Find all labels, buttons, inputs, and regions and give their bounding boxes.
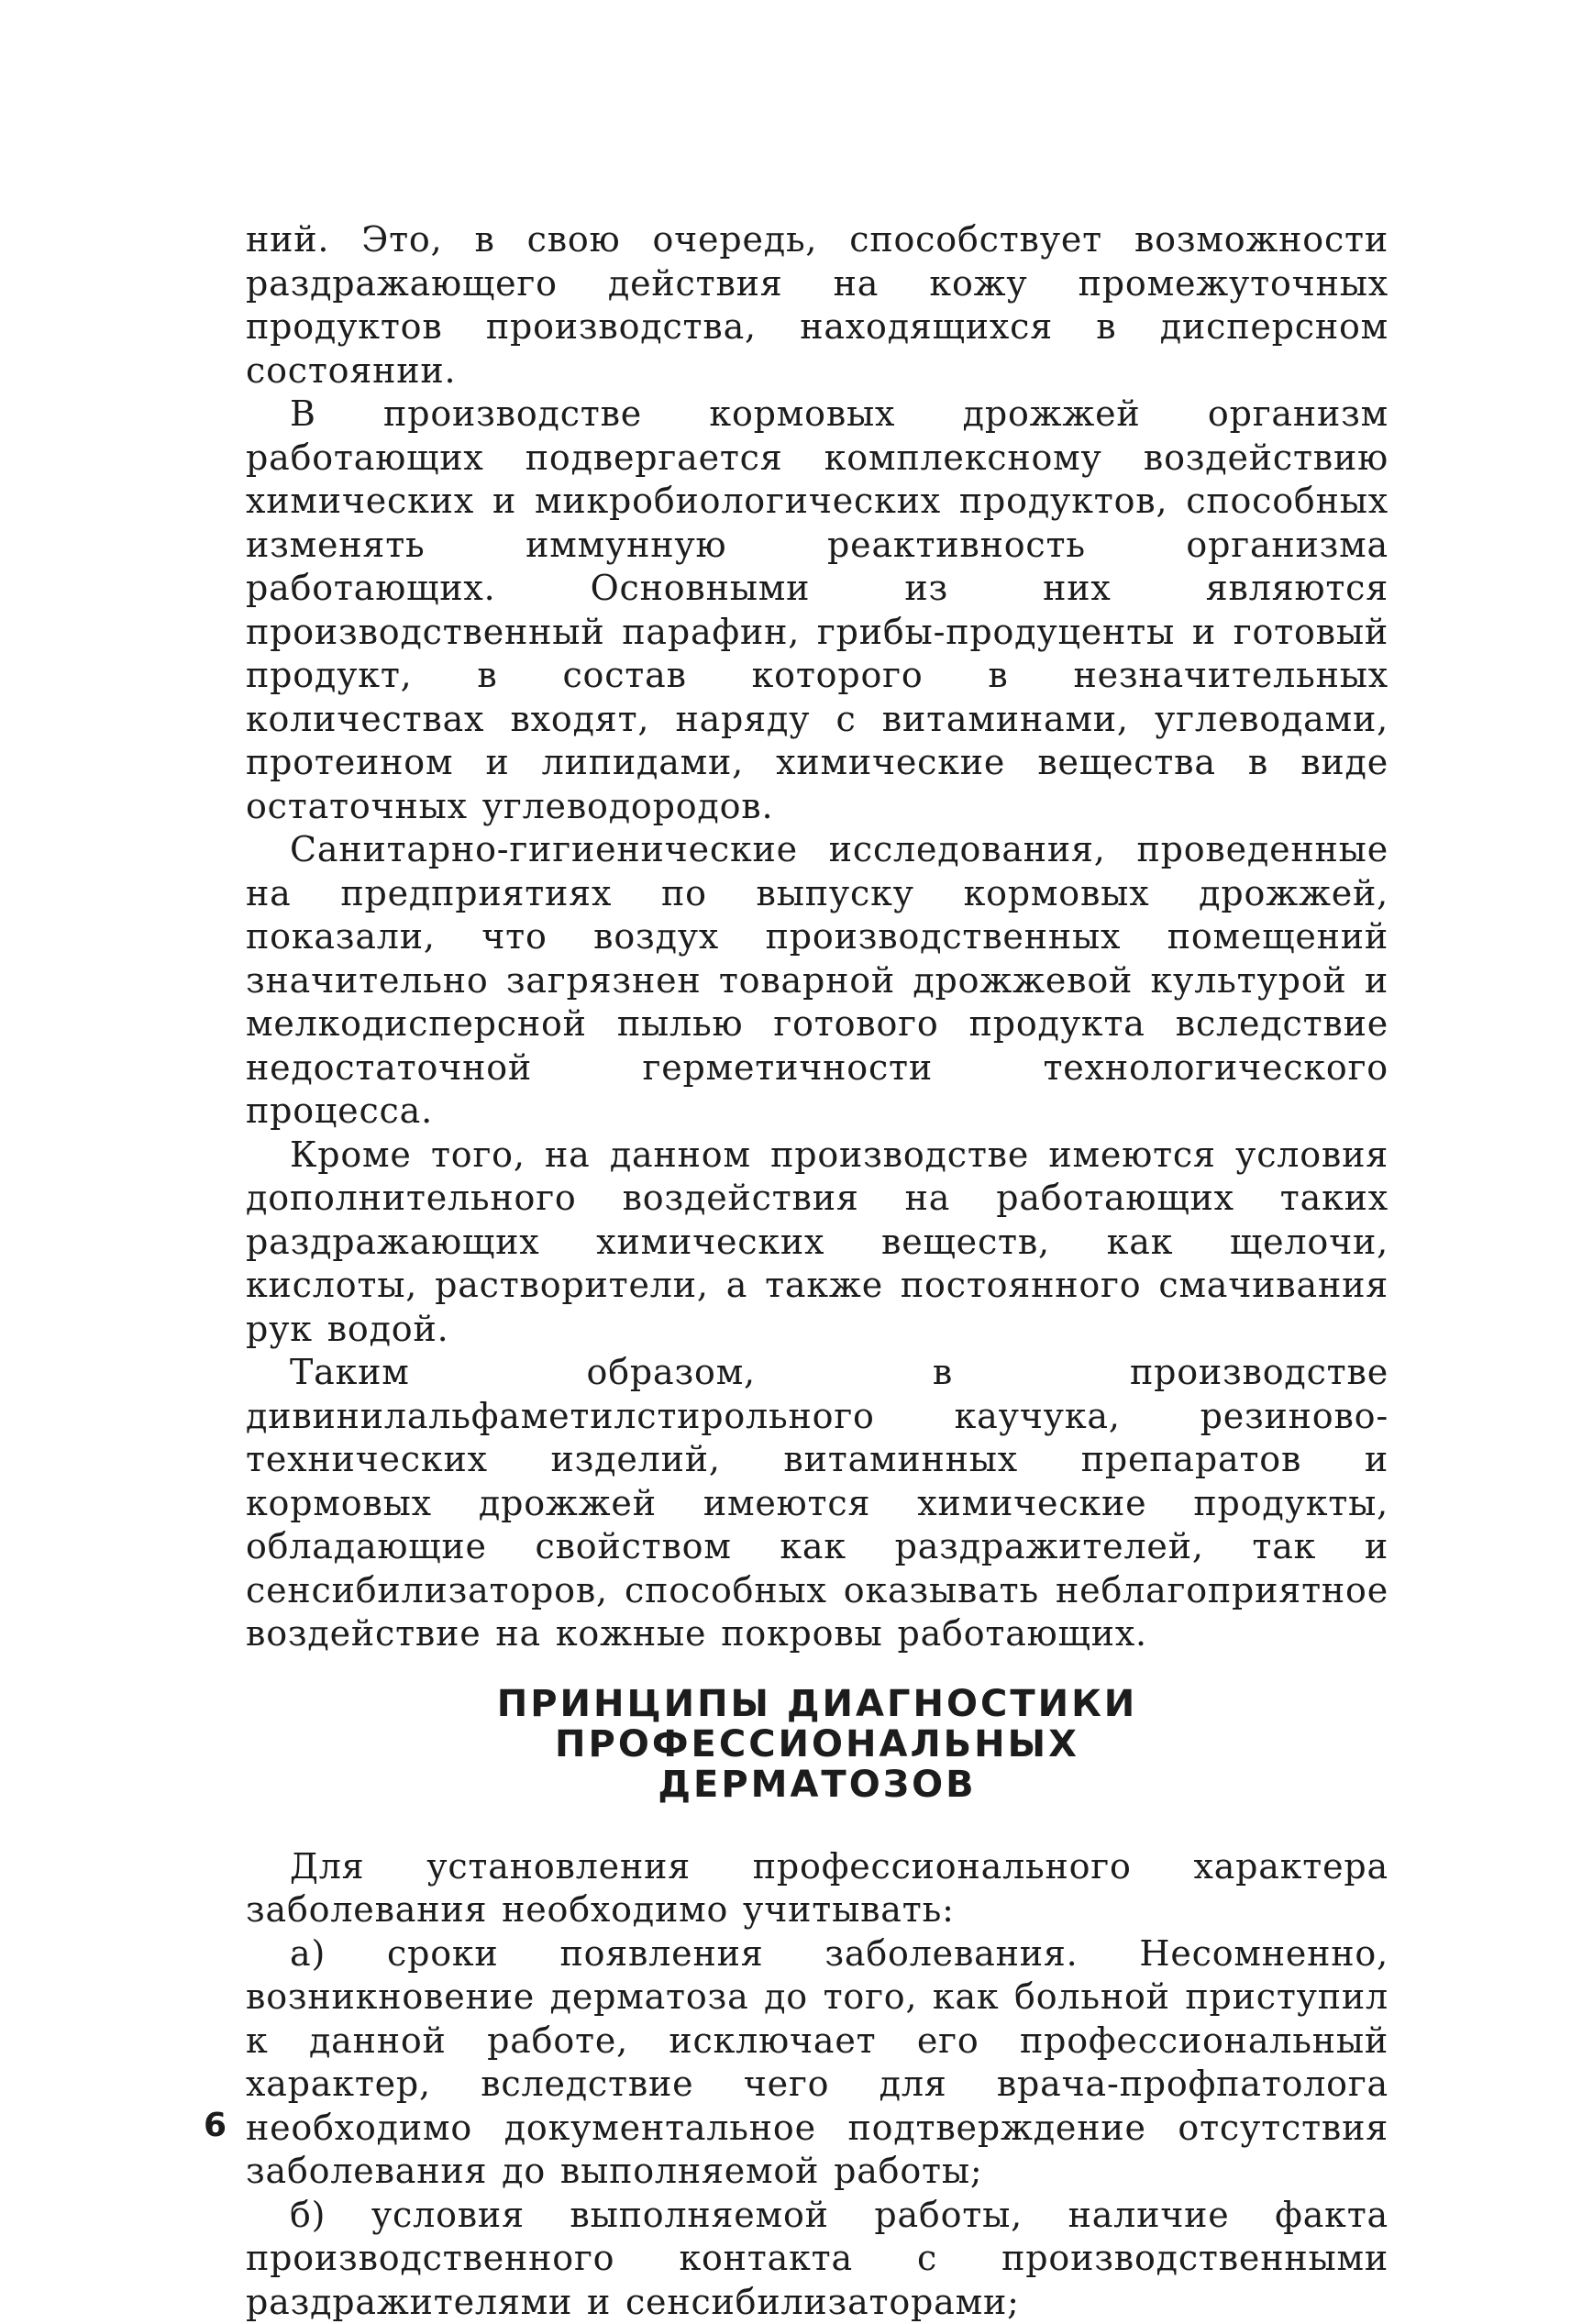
- paragraph-sanitary-research: Санитарно-гигиенические исследования, проведенные на предприятиях по выпуску кормовых дрожжей, показали, что воздух производственных помещений значительно загрязнен товарной дрожжевой культурой и мелкодисперсной пылью готового продукта вследствие недостаточной герметичности технологического процесса.: [246, 828, 1388, 1134]
- list-item-a: а) сроки появления заболевания. Несомненно, возникновение дерматоза до того, как больной приступил к данной работе, исключает его профессиональный характер, вследствие чего для врача-профпатолога необходимо документальное подтверждение отсутствия заболевания до выполняемой работы;: [246, 1932, 1388, 2194]
- paragraph-additional-irritants: Кроме того, на данном производстве имеются условия дополнительного воздействия на работающих таких раздражающих химических веществ, как щелочи, кислоты, растворители, а также постоянного смачивания рук водой.: [246, 1134, 1388, 1352]
- list-item-b: б) условия выполняемой работы, наличие факта производственного контакта с производственными раздражителями и сенсибилизаторами;: [246, 2194, 1388, 2324]
- paragraph-feed-yeast-exposure: В производстве кормовых дрожжей организм работающих подвергается комплексному воздействию химических и микробиологических продуктов, способных изменять иммунную реактивность организма работающих. Основными из них являются производственный парафин, грибы-продуценты и готовый продукт, в состав которого в незначительных количествах входят, наряду с витаминами, углеводами, протеином и липидами, химические вещества в виде остаточных углеводородов.: [246, 393, 1388, 828]
- paragraph-conclusion: Таким образом, в производстве дивинилальфаметилстирольного каучука, резиново-технических изделий, витаминных препаратов и кормовых дрожжей имеются химические продукты, обладающие свойством как раздражителей, так и сенсибилизаторов, способных оказывать неблагоприятное воздействие на кожные покровы работающих.: [246, 1351, 1388, 1656]
- paragraph-continuation: ний. Это, в свою очередь, способствует возможности раздражающего действия на кожу промежуточных продуктов производства, находящихся в дисперсном состоянии.: [246, 218, 1388, 393]
- section-heading-line1: ПРИНЦИПЫ ДИАГНОСТИКИ ПРОФЕССИОНАЛЬНЫХ: [497, 1683, 1138, 1765]
- page-number: 6: [204, 2108, 227, 2144]
- paragraph-criteria-intro: Для установления профессионального характера заболевания необходимо учитывать:: [246, 1845, 1388, 1932]
- section-heading: [246, 1684, 1388, 1805]
- page-body: [246, 218, 1388, 2324]
- section-heading-line2: ДЕРМАТОЗОВ: [658, 1764, 976, 1806]
